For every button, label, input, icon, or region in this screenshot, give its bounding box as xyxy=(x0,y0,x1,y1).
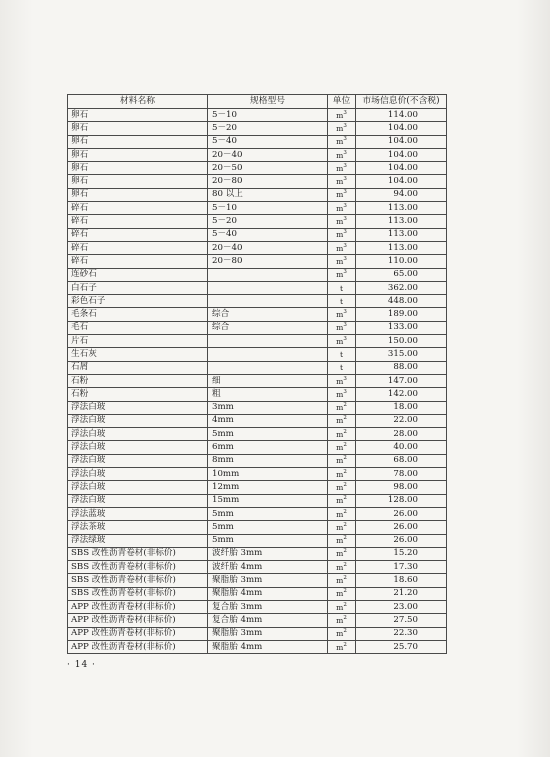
price-cell: 113.00 xyxy=(356,241,447,254)
unit-cell: $m^3$ xyxy=(328,228,356,241)
material-name-cell: 片石 xyxy=(68,335,208,348)
spec-cell: 5mm xyxy=(208,507,328,520)
table-row xyxy=(68,228,447,241)
unit-cell: $m^2$ xyxy=(328,481,356,494)
table-row xyxy=(68,215,447,228)
unit-cell: $m^2$ xyxy=(328,441,356,454)
price-cell: 22.00 xyxy=(356,414,447,427)
unit-cell: $m^2$ xyxy=(328,414,356,427)
spec-cell: 综合 xyxy=(208,308,328,321)
unit-cell: $m^2$ xyxy=(328,561,356,574)
spec-cell: 5mm xyxy=(208,428,328,441)
unit-cell: $m^3$ xyxy=(328,335,356,348)
price-cell: 104.00 xyxy=(356,175,447,188)
spec-cell: 10mm xyxy=(208,468,328,481)
material-name-cell: 浮法白玻 xyxy=(68,468,208,481)
unit-cell: $m^3$ xyxy=(328,241,356,254)
table-row xyxy=(68,175,447,188)
unit-cell: $m^3$ xyxy=(328,188,356,201)
price-cell: 114.00 xyxy=(356,109,447,122)
unit-cell: $m^3$ xyxy=(328,308,356,321)
spec-cell: 5－20 xyxy=(208,122,328,135)
unit-cell: $m^2$ xyxy=(328,614,356,627)
table-row xyxy=(68,627,447,640)
table-row xyxy=(68,268,447,281)
price-cell: 18.60 xyxy=(356,574,447,587)
spec-cell: 聚脂胎 3mm xyxy=(208,627,328,640)
material-name-cell: 石粉 xyxy=(68,374,208,387)
header-spec-model: 规格型号 xyxy=(208,95,328,109)
unit-cell: $m^3$ xyxy=(328,321,356,334)
spec-cell: 12mm xyxy=(208,481,328,494)
material-name-cell: 卵石 xyxy=(68,175,208,188)
price-cell: 21.20 xyxy=(356,587,447,600)
table-row xyxy=(68,295,447,308)
price-cell: 104.00 xyxy=(356,162,447,175)
material-name-cell: APP 改性沥青卷材(非标价) xyxy=(68,640,208,653)
table-row xyxy=(68,188,447,201)
material-name-cell: APP 改性沥青卷材(非标价) xyxy=(68,614,208,627)
spec-cell: 波纤胎 4mm xyxy=(208,561,328,574)
material-name-cell: SBS 改性沥青卷材(非标价) xyxy=(68,574,208,587)
table-row xyxy=(68,135,447,148)
table-row xyxy=(68,534,447,547)
price-cell: 65.00 xyxy=(356,268,447,281)
spec-cell: 5－10 xyxy=(208,109,328,122)
price-cell: 27.50 xyxy=(356,614,447,627)
table-row xyxy=(68,600,447,613)
spec-cell xyxy=(208,361,328,374)
unit-cell: $m^3$ xyxy=(328,215,356,228)
table-row xyxy=(68,162,447,175)
spec-cell: 5－40 xyxy=(208,228,328,241)
spec-cell: 6mm xyxy=(208,441,328,454)
price-cell: 315.00 xyxy=(356,348,447,361)
price-cell: 15.20 xyxy=(356,547,447,560)
material-name-cell: 碎石 xyxy=(68,202,208,215)
material-name-cell: 卵石 xyxy=(68,162,208,175)
price-cell: 94.00 xyxy=(356,188,447,201)
spec-cell: 15mm xyxy=(208,494,328,507)
unit-cell: $m^2$ xyxy=(328,534,356,547)
table-row xyxy=(68,507,447,520)
spec-cell: 复合胎 4mm xyxy=(208,614,328,627)
spec-cell: 5－40 xyxy=(208,135,328,148)
header-unit: 单位 xyxy=(328,95,356,109)
material-name-cell: 碎石 xyxy=(68,241,208,254)
material-name-cell: 浮法白玻 xyxy=(68,428,208,441)
price-cell: 113.00 xyxy=(356,202,447,215)
table-row xyxy=(68,374,447,387)
unit-cell: $m^3$ xyxy=(328,122,356,135)
unit-cell: $m^2$ xyxy=(328,640,356,653)
table-row xyxy=(68,148,447,161)
price-cell: 147.00 xyxy=(356,374,447,387)
spec-cell: 5mm xyxy=(208,521,328,534)
table-row xyxy=(68,441,447,454)
material-name-cell: 浮法白玻 xyxy=(68,441,208,454)
price-cell: 113.00 xyxy=(356,228,447,241)
price-cell: 104.00 xyxy=(356,135,447,148)
table-row xyxy=(68,614,447,627)
material-name-cell: 石粉 xyxy=(68,388,208,401)
price-cell: 113.00 xyxy=(356,215,447,228)
price-cell: 133.00 xyxy=(356,321,447,334)
spec-cell: 3mm xyxy=(208,401,328,414)
table-row xyxy=(68,241,447,254)
material-name-cell: APP 改性沥青卷材(非标价) xyxy=(68,600,208,613)
unit-cell: $m^2$ xyxy=(328,587,356,600)
unit-cell: $m^2$ xyxy=(328,468,356,481)
price-cell: 98.00 xyxy=(356,481,447,494)
spec-cell: 80 以上 xyxy=(208,188,328,201)
spec-cell: 20－40 xyxy=(208,241,328,254)
spec-cell: 20－80 xyxy=(208,255,328,268)
price-cell: 17.30 xyxy=(356,561,447,574)
spec-cell: 8mm xyxy=(208,454,328,467)
unit-cell: $m^3$ xyxy=(328,202,356,215)
table-row xyxy=(68,361,447,374)
material-name-cell: 碎石 xyxy=(68,228,208,241)
material-name-cell: SBS 改性沥青卷材(非标价) xyxy=(68,587,208,600)
table-row xyxy=(68,122,447,135)
unit-cell: $m^3$ xyxy=(328,175,356,188)
header-material-name: 材料名称 xyxy=(68,95,208,109)
material-name-cell: 浮法茶玻 xyxy=(68,521,208,534)
unit-cell: $m^2$ xyxy=(328,627,356,640)
table-body xyxy=(68,109,447,654)
spec-cell: 4mm xyxy=(208,414,328,427)
price-cell: 88.00 xyxy=(356,361,447,374)
unit-cell: t xyxy=(328,295,356,308)
material-name-cell: 卵石 xyxy=(68,122,208,135)
material-name-cell: 白石子 xyxy=(68,281,208,294)
price-cell: 110.00 xyxy=(356,255,447,268)
unit-cell: $m^2$ xyxy=(328,401,356,414)
table-row xyxy=(68,481,447,494)
price-cell: 104.00 xyxy=(356,122,447,135)
unit-cell: t xyxy=(328,361,356,374)
table-row xyxy=(68,428,447,441)
price-cell: 189.00 xyxy=(356,308,447,321)
unit-cell: $m^2$ xyxy=(328,494,356,507)
price-cell: 40.00 xyxy=(356,441,447,454)
material-name-cell: SBS 改性沥青卷材(非标价) xyxy=(68,561,208,574)
material-name-cell: SBS 改性沥青卷材(非标价) xyxy=(68,547,208,560)
table-row xyxy=(68,414,447,427)
spec-cell: 细 xyxy=(208,374,328,387)
spec-cell xyxy=(208,268,328,281)
unit-cell: $m^2$ xyxy=(328,574,356,587)
spec-cell xyxy=(208,335,328,348)
price-cell: 26.00 xyxy=(356,521,447,534)
spec-cell xyxy=(208,295,328,308)
material-name-cell: 毛条石 xyxy=(68,308,208,321)
table-row xyxy=(68,587,447,600)
material-name-cell: 卵石 xyxy=(68,135,208,148)
material-name-cell: 浮法白玻 xyxy=(68,454,208,467)
material-name-cell: 碎石 xyxy=(68,255,208,268)
table-row xyxy=(68,521,447,534)
unit-cell: $m^3$ xyxy=(328,162,356,175)
material-name-cell: 浮法白玻 xyxy=(68,414,208,427)
spec-cell: 聚脂胎 4mm xyxy=(208,640,328,653)
unit-cell: t xyxy=(328,348,356,361)
price-cell: 448.00 xyxy=(356,295,447,308)
material-name-cell: 碎石 xyxy=(68,215,208,228)
price-cell: 26.00 xyxy=(356,507,447,520)
material-name-cell: 毛石 xyxy=(68,321,208,334)
material-name-cell: 浮法白玻 xyxy=(68,494,208,507)
page-number: · 14 · xyxy=(67,660,96,670)
material-name-cell: 卵石 xyxy=(68,188,208,201)
price-cell: 68.00 xyxy=(356,454,447,467)
price-cell: 26.00 xyxy=(356,534,447,547)
table-row xyxy=(68,494,447,507)
table-row xyxy=(68,335,447,348)
table-row xyxy=(68,308,447,321)
unit-cell: $m^3$ xyxy=(328,268,356,281)
unit-cell: $m^2$ xyxy=(328,507,356,520)
price-cell: 18.00 xyxy=(356,401,447,414)
table-row xyxy=(68,468,447,481)
spec-cell: 聚脂胎 4mm xyxy=(208,587,328,600)
price-cell: 150.00 xyxy=(356,335,447,348)
unit-cell: $m^3$ xyxy=(328,388,356,401)
table-row xyxy=(68,281,447,294)
unit-cell: $m^3$ xyxy=(328,135,356,148)
material-name-cell: 石屑 xyxy=(68,361,208,374)
unit-cell: $m^2$ xyxy=(328,428,356,441)
price-cell: 25.70 xyxy=(356,640,447,653)
spec-cell: 复合胎 3mm xyxy=(208,600,328,613)
spec-cell xyxy=(208,348,328,361)
price-cell: 78.00 xyxy=(356,468,447,481)
table-row xyxy=(68,561,447,574)
spec-cell: 5－10 xyxy=(208,202,328,215)
spec-cell xyxy=(208,281,328,294)
material-name-cell: 浮法白玻 xyxy=(68,401,208,414)
spec-cell: 波纤胎 3mm xyxy=(208,547,328,560)
material-price-table xyxy=(67,94,447,654)
material-name-cell: 卵石 xyxy=(68,148,208,161)
unit-cell: $m^3$ xyxy=(328,148,356,161)
table-row xyxy=(68,401,447,414)
price-cell: 128.00 xyxy=(356,494,447,507)
table-header-row xyxy=(68,95,447,109)
unit-cell: $m^3$ xyxy=(328,255,356,268)
unit-cell: $m^2$ xyxy=(328,454,356,467)
price-cell: 362.00 xyxy=(356,281,447,294)
material-name-cell: 卵石 xyxy=(68,109,208,122)
header-market-price: 市场信息价(不含税) xyxy=(356,95,447,109)
price-cell: 22.30 xyxy=(356,627,447,640)
spec-cell: 20－40 xyxy=(208,148,328,161)
material-name-cell: 生石灰 xyxy=(68,348,208,361)
table-row xyxy=(68,640,447,653)
unit-cell: $m^3$ xyxy=(328,109,356,122)
table-row xyxy=(68,255,447,268)
price-cell: 142.00 xyxy=(356,388,447,401)
unit-cell: $m^2$ xyxy=(328,547,356,560)
material-name-cell: APP 改性沥青卷材(非标价) xyxy=(68,627,208,640)
spec-cell: 粗 xyxy=(208,388,328,401)
spec-cell: 聚脂胎 3mm xyxy=(208,574,328,587)
material-name-cell: 浮法蓝玻 xyxy=(68,507,208,520)
spec-cell: 5－20 xyxy=(208,215,328,228)
table-row xyxy=(68,574,447,587)
unit-cell: $m^2$ xyxy=(328,521,356,534)
material-name-cell: 彩色石子 xyxy=(68,295,208,308)
table-row xyxy=(68,348,447,361)
table-row xyxy=(68,388,447,401)
unit-cell: $m^3$ xyxy=(328,374,356,387)
material-name-cell: 连砂石 xyxy=(68,268,208,281)
table-row xyxy=(68,109,447,122)
table-row xyxy=(68,321,447,334)
unit-cell: $m^2$ xyxy=(328,600,356,613)
material-name-cell: 浮法绿玻 xyxy=(68,534,208,547)
table-row xyxy=(68,202,447,215)
spec-cell: 20－80 xyxy=(208,175,328,188)
price-cell: 23.00 xyxy=(356,600,447,613)
price-cell: 28.00 xyxy=(356,428,447,441)
unit-cell: t xyxy=(328,281,356,294)
price-cell: 104.00 xyxy=(356,148,447,161)
table-row xyxy=(68,454,447,467)
spec-cell: 20－50 xyxy=(208,162,328,175)
table-row xyxy=(68,547,447,560)
spec-cell: 综合 xyxy=(208,321,328,334)
material-name-cell: 浮法白玻 xyxy=(68,481,208,494)
spec-cell: 5mm xyxy=(208,534,328,547)
